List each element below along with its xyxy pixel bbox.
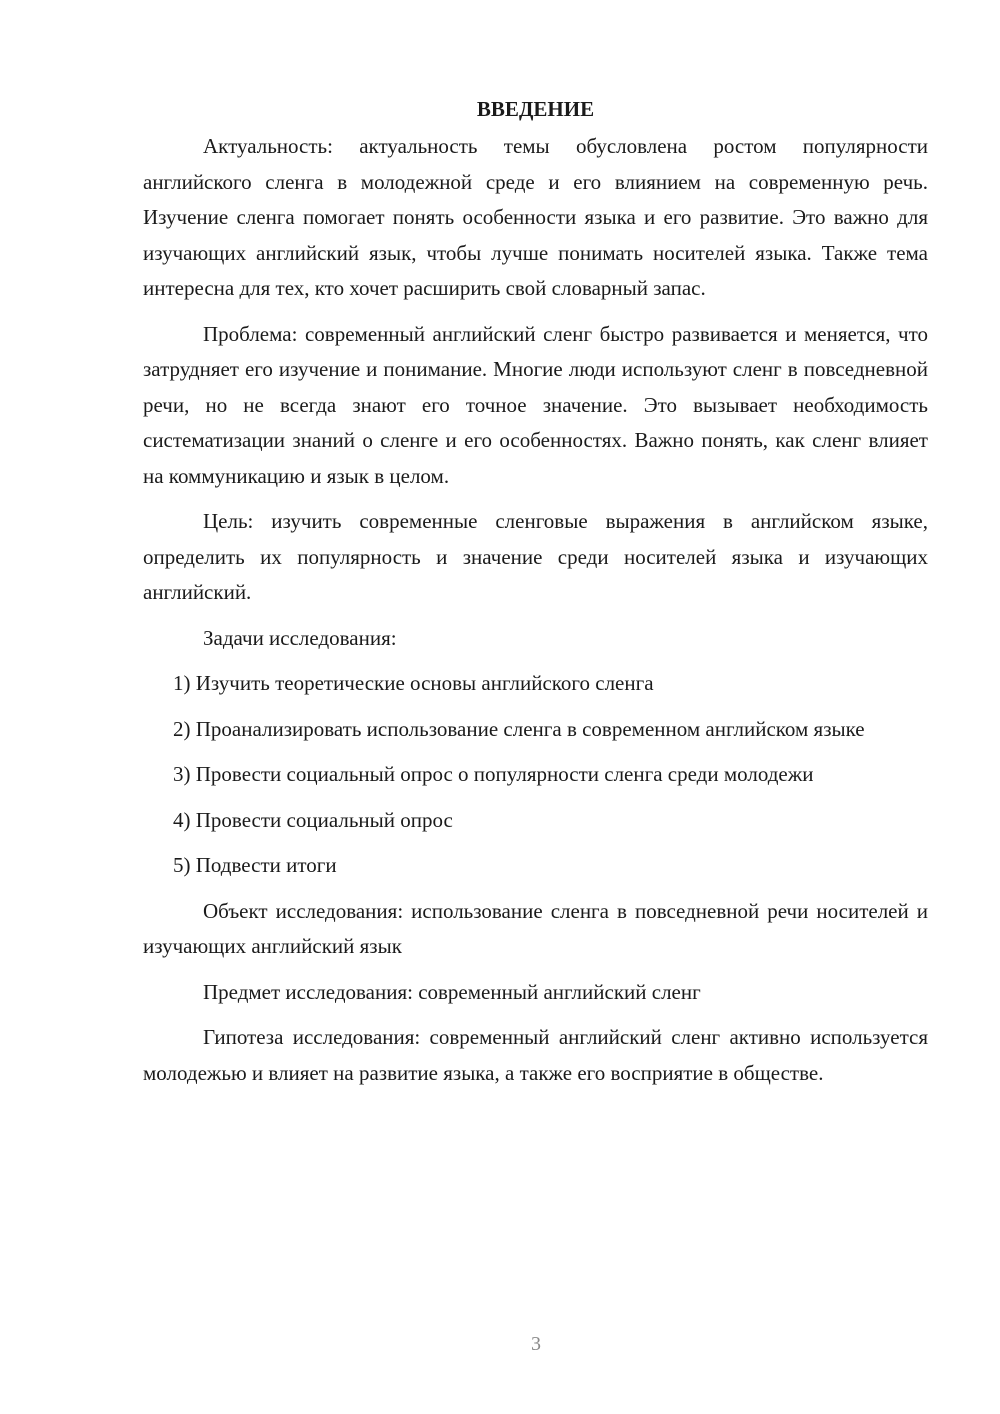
page-number: 3 <box>531 1333 541 1355</box>
page-content <box>143 92 928 1101</box>
task-item-3: 3) Провести социальный опрос о популярности сленга среди молодежи <box>173 762 814 786</box>
paragraph-relevance: Актуальность: актуальность темы обусловлена ростом популярности английского сленга в молодежной среде и его влиянием на современную речь. Изучение сленга помогает понять особенности языка и его развитие. Это важно для изучающих английский язык, чтобы лучше понимать носителей языка. Также тема интересна для тех, кто хочет расширить свой словарный запас. <box>143 134 928 300</box>
task-item-4: 4) Провести социальный опрос <box>173 807 453 832</box>
paragraph-problem: Проблема: современный английский сленг быстро развивается и меняется, что затрудняет его изучение и понимание. Многие люди используют сленг в повседневной речи, но не всегда знают его точное значение. Это вызывает необходимость систематизации знаний о сленге и его особенностях. Важно понять, как сленг влияет на коммуникацию и язык в целом. <box>143 321 928 488</box>
paragraph-hypothesis: Гипотеза исследования: современный английский сленг активно используется молодежью и влияет на развитие языка, а также его восприятие в обществе. <box>143 1025 928 1085</box>
task-item-1: 1) Изучить теоретические основы английского сленга <box>173 671 654 695</box>
task-item-2: 2) Проанализировать использование сленга в современном английском языке <box>173 716 865 741</box>
paragraph-tasks-title: Задачи исследования: <box>203 625 397 650</box>
task-item-5: 5) Подвести итоги <box>173 853 337 877</box>
section-heading: ВВЕДЕНИЕ <box>476 97 595 121</box>
paragraph-subject: Предмет исследования: современный английский сленг <box>203 979 701 1004</box>
paragraph-object: Объект исследования: использование сленга в повседневной речи носителей и изучающих английский язык <box>143 898 928 958</box>
paragraph-goal: Цель: изучить современные сленговые выражения в английском языке, определить их популярность и значение среди носителей языка и изучающих английский. <box>143 509 928 604</box>
